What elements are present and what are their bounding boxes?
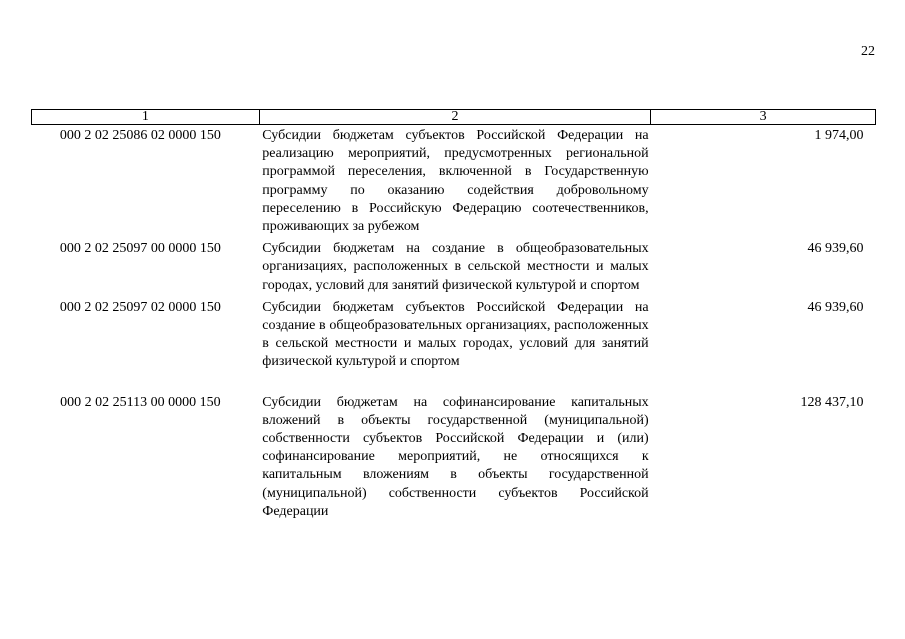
table-row <box>32 238 876 297</box>
budget-description: Субсидии бюджетам на создание в общеобразовательных организациях, расположенных в сельской местности и малых городах, условий для занятий физической культурой и спортом <box>262 241 649 293</box>
budget-code: 000 2 02 25097 02 0000 150 <box>59 299 221 315</box>
budget-description: Субсидии бюджетам субъектов Российской Федерации на реализацию мероприятий, предусмотренных региональной программой переселения, включенной в Государственную программу по оказанию содействия добровольному переселению в Российскую Федерацию соотечественников, проживающих за рубежом <box>262 128 649 235</box>
budget-amount: 128 437,10 <box>800 394 864 410</box>
column-header-1: 1 <box>32 110 260 125</box>
column-header-2: 2 <box>259 110 650 125</box>
table-row <box>32 297 876 392</box>
budget-code: 000 2 02 25113 00 0000 150 <box>60 394 221 410</box>
budget-code: 000 2 02 25097 00 0000 150 <box>59 241 221 257</box>
table-row <box>32 392 876 521</box>
column-header-3: 3 <box>651 110 876 125</box>
budget-amount: 46 939,60 <box>807 299 864 315</box>
page-number: 22 <box>861 44 875 59</box>
budget-description: Субсидии бюджетам на софинансирование капитальных вложений в объекты государственной (муниципальной) собственности субъектов Российской Федерации и (или) софинансирование мероприятий, не относящихся к капитальным вложениям в объекты государственной (муниципальной) собственности субъектов Российской Федерации <box>262 394 649 519</box>
table-row <box>32 125 876 239</box>
budget-amount: 1 974,00 <box>814 128 864 143</box>
budget-amount: 46 939,60 <box>807 241 864 257</box>
budget-table <box>31 109 876 521</box>
budget-description: Субсидии бюджетам субъектов Российской Федерации на создание в общеобразовательных организациях, расположенных в сельской местности и малых городах, условий для занятий физической культурой и спортом <box>262 299 649 370</box>
budget-code: 000 2 02 25086 02 0000 150 <box>59 128 221 143</box>
table-header-row <box>32 110 876 125</box>
